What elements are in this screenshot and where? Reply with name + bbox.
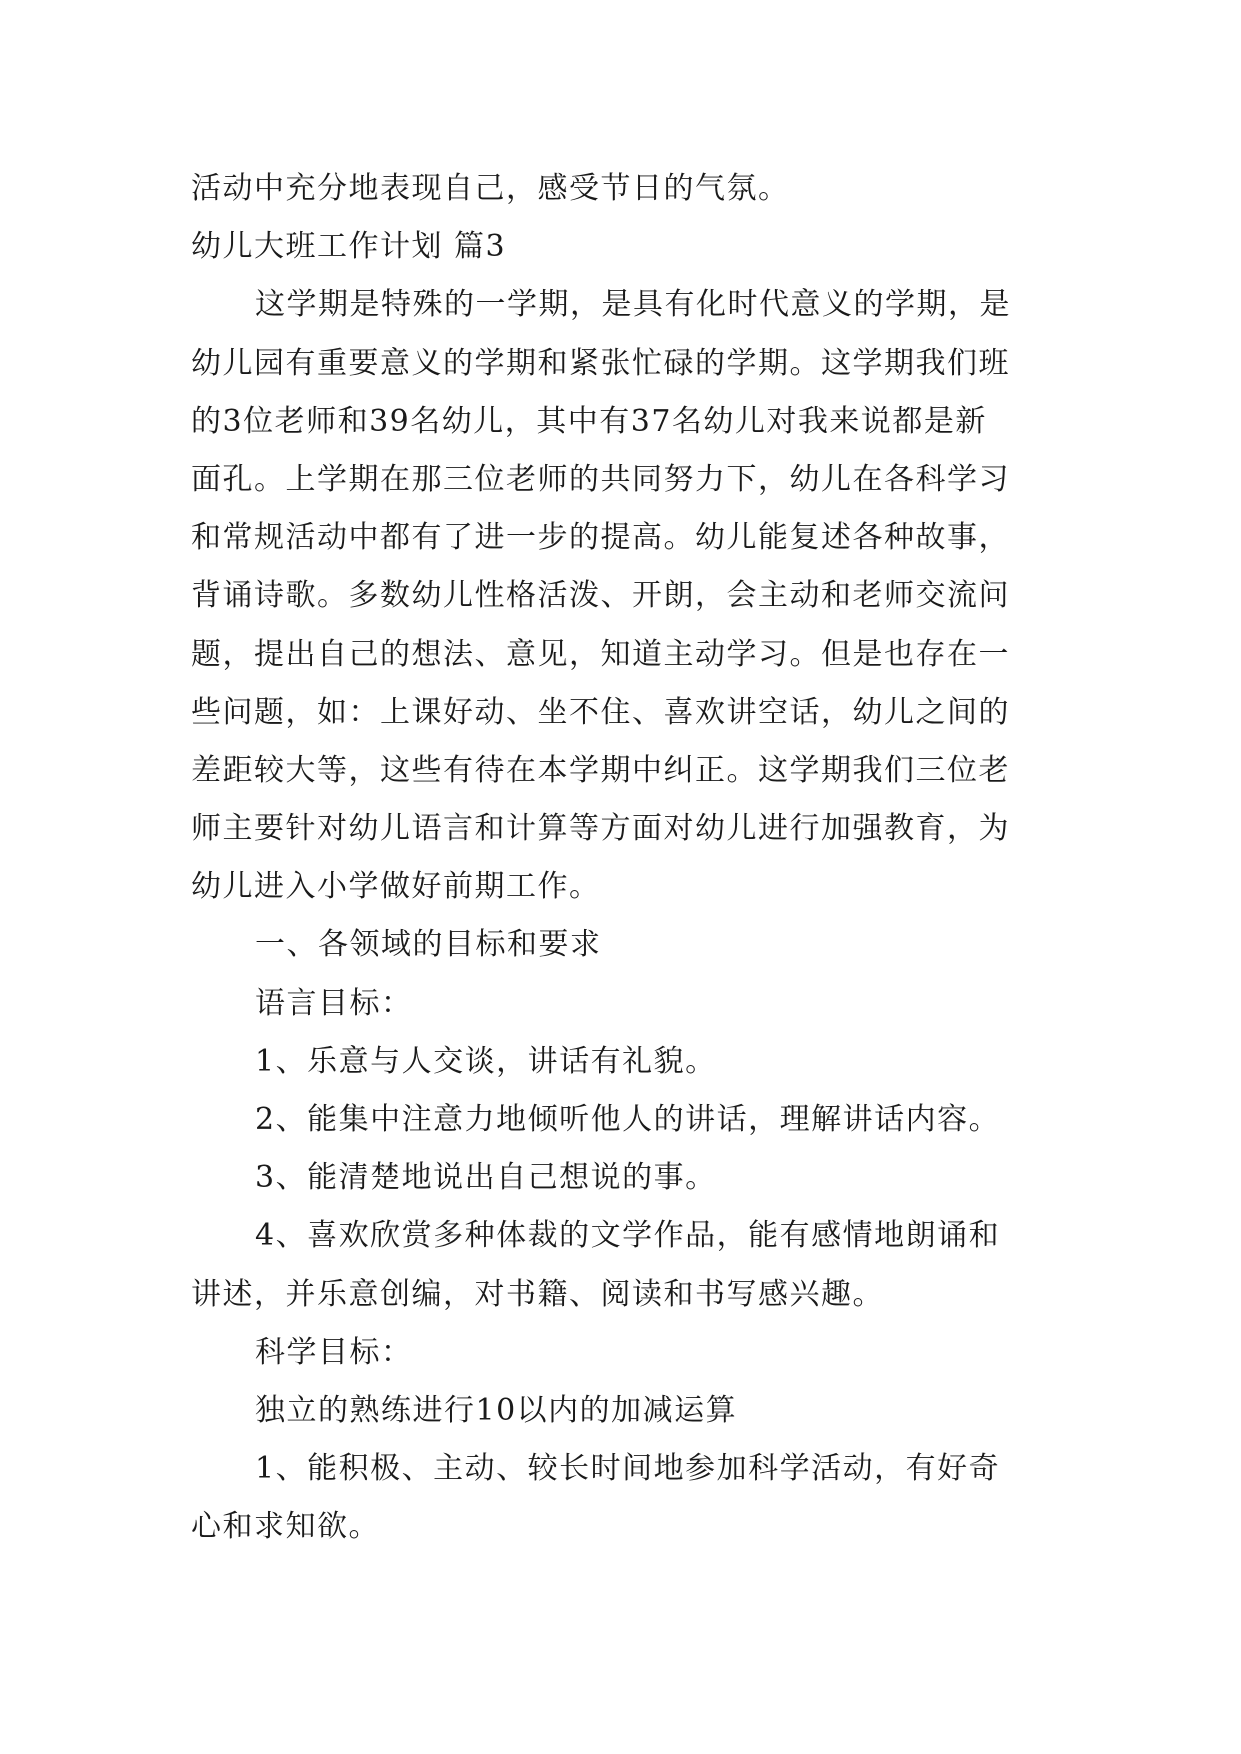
paragraph-line: 和常规活动中都有了进一步的提高。幼儿能复述各种故事， [191,520,1010,556]
list-item: 4、喜欢欣赏多种体裁的文学作品，能有感情地朗诵和 [255,1218,1001,1254]
list-item: 1、乐意与人交谈，讲话有礼貌。 [255,1043,717,1079]
text-line: 独立的熟练进行10以内的加减运算 [255,1392,738,1428]
paragraph-line: 幼儿园有重要意义的学期和紧张忙碌的学期。这学期我们班 [191,345,1010,381]
paragraph-line: 些问题，如：上课好动、坐不住、喜欢讲空话，幼儿之间的 [191,694,1010,730]
subsection-heading: 一、各领域的目标和要求 [255,927,602,963]
document-body [191,160,1051,1557]
paragraph-line: 幼儿进入小学做好前期工作。 [191,869,601,905]
paragraph-line: 背诵诗歌。多数幼儿性格活泼、开朗，会主动和老师交流问 [191,578,1010,614]
goal-heading-science: 科学目标： [255,1334,413,1370]
paragraph-line: 的3位老师和39名幼儿，其中有37名幼儿对我来说都是新 [191,403,987,439]
goal-heading-language: 语言目标： [255,985,413,1021]
text-line: 活动中充分地表现自己，感受节日的气氛。 [191,171,790,206]
list-item: 1、能积极、主动、较长时间地参加科学活动，有好奇 [255,1451,1001,1487]
paragraph-line: 师主要针对幼儿语言和计算等方面对幼儿进行加强教育，为 [191,811,1010,847]
paragraph-line: 面孔。上学期在那三位老师的共同努力下，幼儿在各科学习 [191,461,1010,497]
list-item: 3、能清楚地说出自己想说的事。 [255,1160,717,1196]
paragraph-line: 差距较大等，这些有待在本学期中纠正。这学期我们三位老 [191,752,1010,788]
paragraph-line: 题，提出自己的想法、意见，知道主动学习。但是也存在一 [191,636,1010,672]
list-item-continuation: 心和求知欲。 [191,1509,380,1545]
paragraph-line: 这学期是特殊的一学期，是具有化时代意义的学期，是 [255,287,1011,323]
section-heading: 幼儿大班工作计划 篇3 [191,229,507,265]
list-item: 2、能集中注意力地倾听他人的讲话，理解讲话内容。 [255,1102,1001,1137]
list-item-continuation: 讲述，并乐意创编，对书籍、阅读和书写感兴趣。 [191,1276,884,1312]
